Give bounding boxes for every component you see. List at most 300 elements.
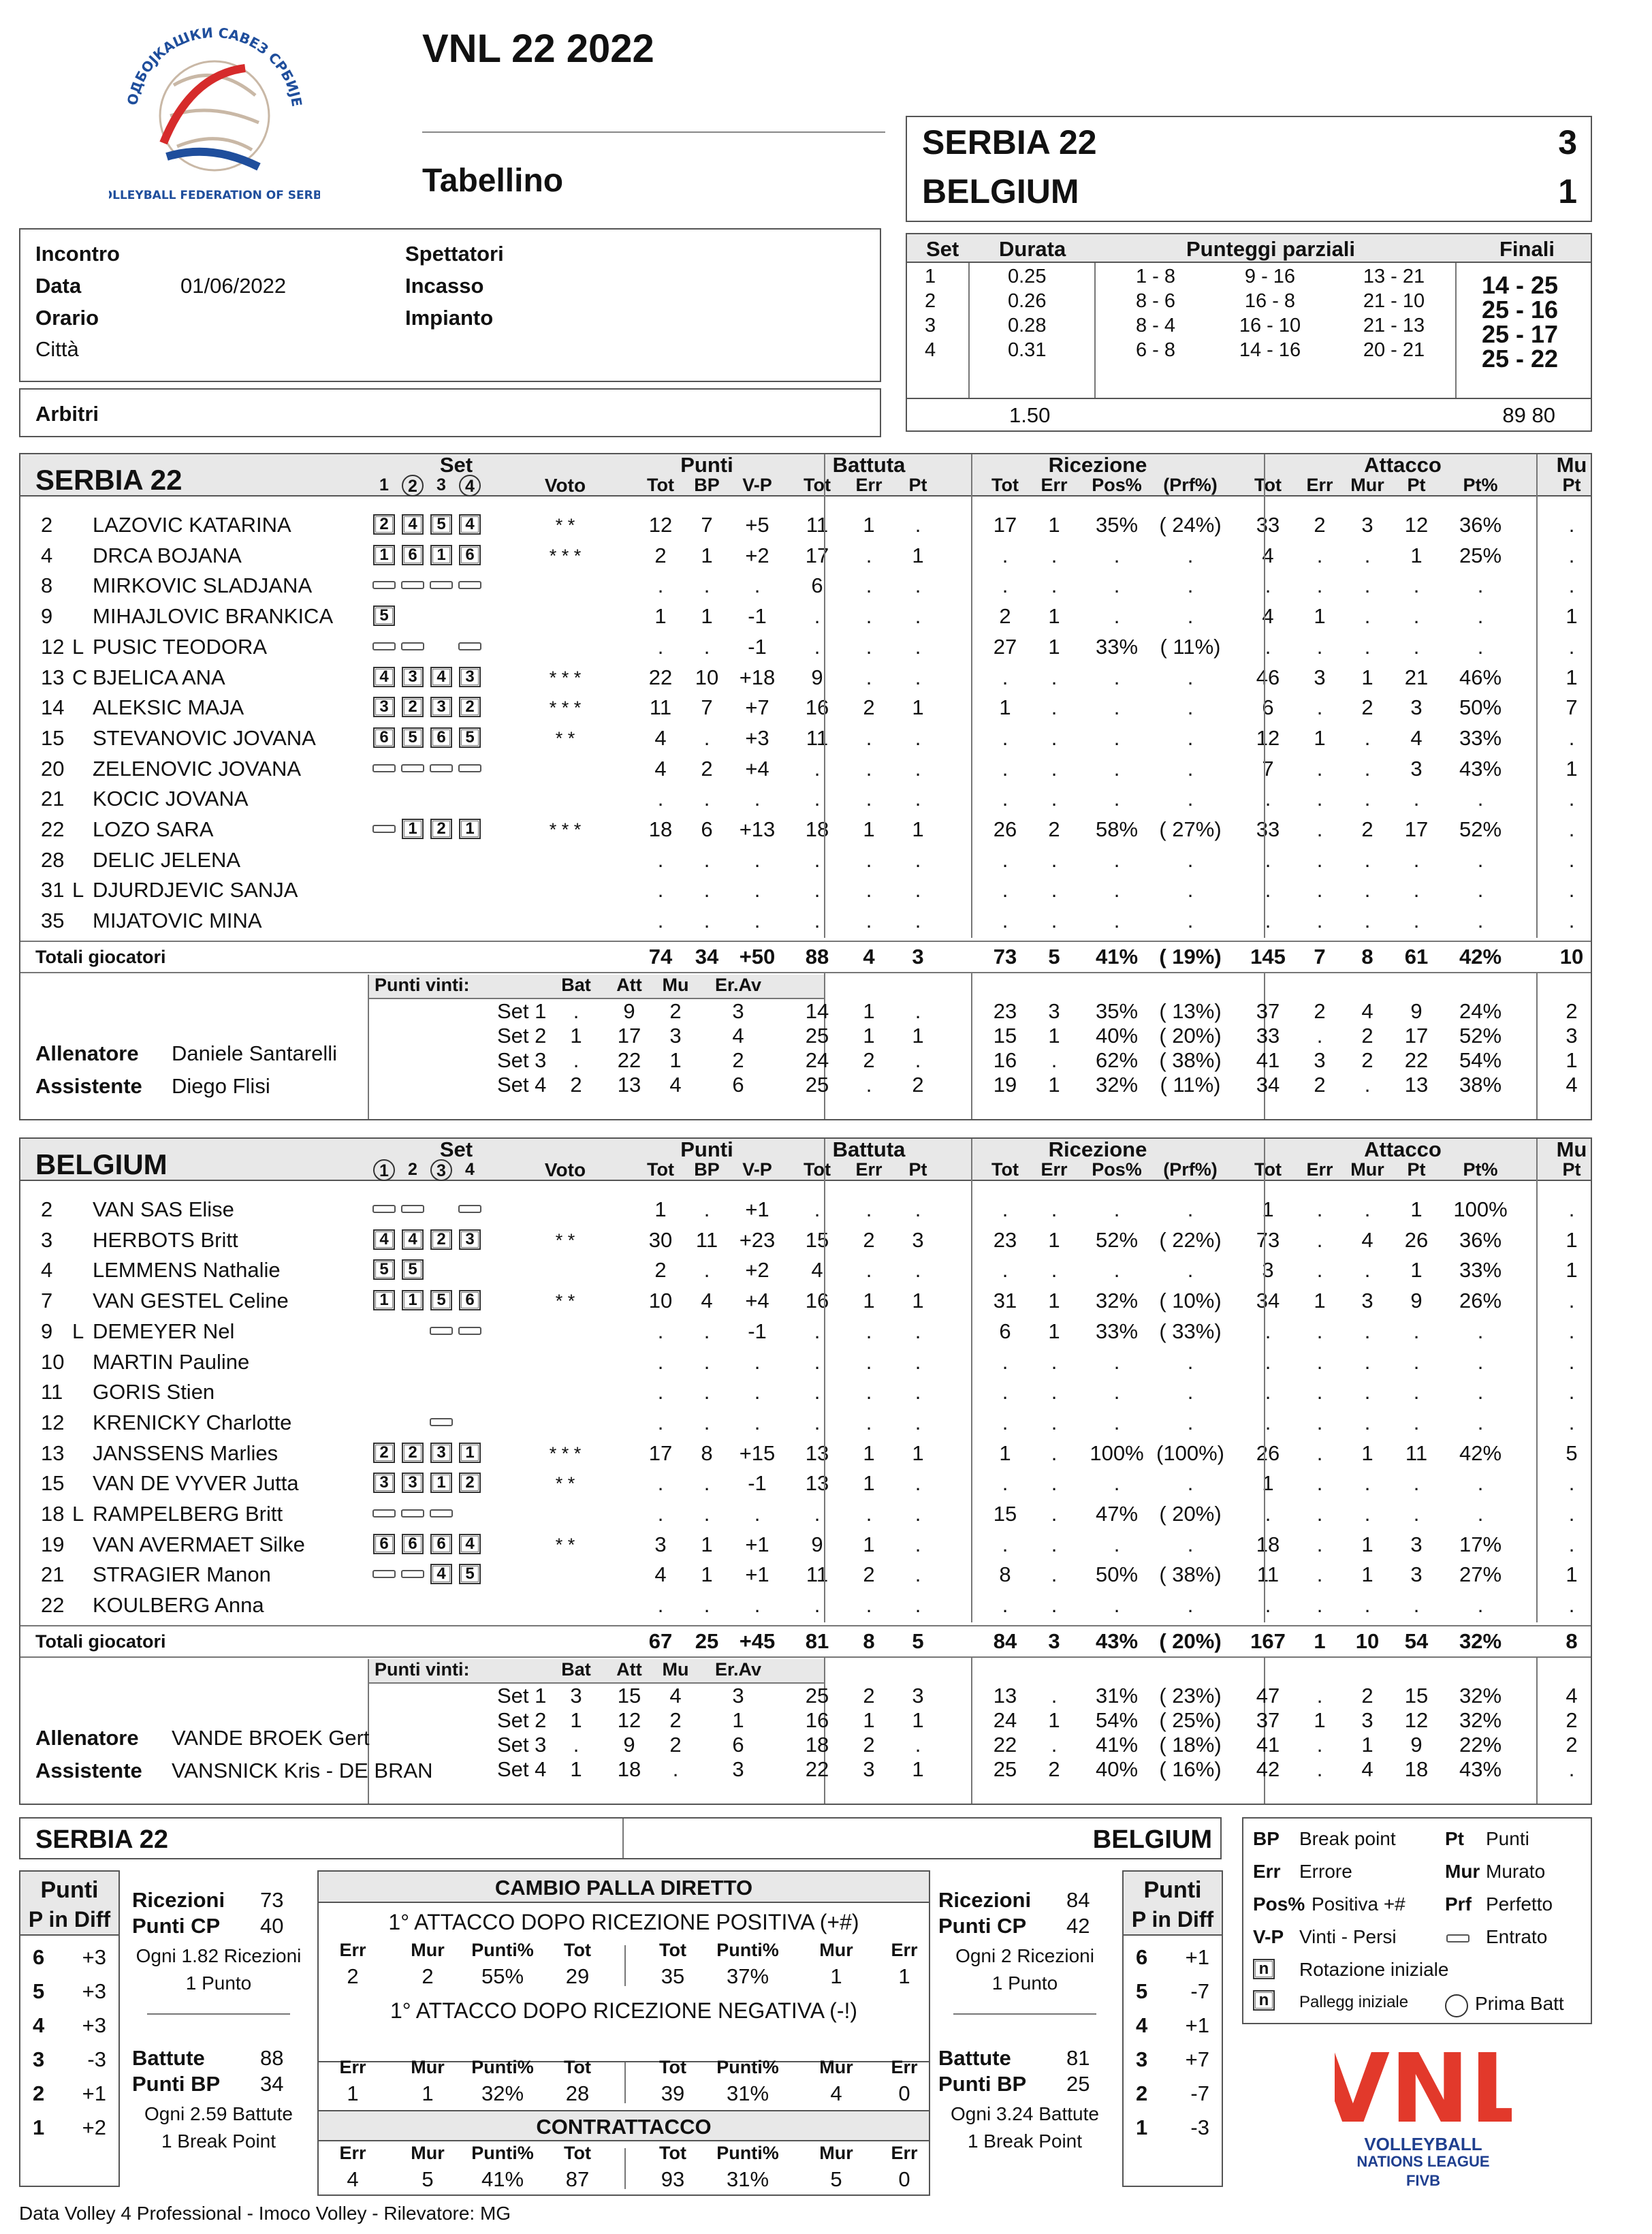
stat-cell: . — [1051, 1410, 1058, 1434]
mini-value: 0 — [898, 2081, 910, 2105]
pv-cell: 13 — [617, 1073, 641, 1097]
set-stat-cell: 4 — [1566, 1684, 1578, 1708]
rotation-box — [459, 1564, 481, 1584]
stat-cell: . — [1477, 573, 1484, 598]
sets-row-duration: 0.26 — [1008, 290, 1047, 312]
legend-rot-text: Rotazione iniziale — [1299, 1959, 1449, 1980]
set-stat-cell: 22% — [1459, 1733, 1502, 1757]
stat-cell: . — [915, 1562, 921, 1587]
diff-value: +3 — [82, 2013, 106, 2037]
sets-row-partial-3: 21 - 10 — [1363, 290, 1425, 312]
rotation-box — [430, 1534, 452, 1554]
stat-cell: 2 — [863, 1227, 875, 1252]
h-sub-ptp: Pt% — [1463, 475, 1498, 495]
stat-cell: . — [1002, 1258, 1008, 1283]
divider — [368, 999, 369, 1119]
mini-header: Tot — [564, 2057, 591, 2077]
divider — [824, 1139, 825, 1622]
sets-row-partial-3: 21 - 13 — [1363, 315, 1425, 336]
rotation-box — [430, 1443, 452, 1463]
set-stat-cell: 1 — [912, 1024, 924, 1048]
set-stat-cell: 16 — [805, 1708, 829, 1732]
stat-cell: 1 — [863, 1532, 875, 1556]
stat-cell: . — [1113, 787, 1120, 811]
score-box — [906, 116, 1592, 222]
left-bp-label: Punti BP — [132, 2072, 221, 2096]
player-number: 22 — [41, 817, 65, 841]
player-name: MIJATOVIC MINA — [93, 909, 262, 933]
total-cell: 32% — [1459, 1629, 1502, 1653]
impianto-label: Impianto — [405, 306, 494, 330]
stat-cell: . — [814, 1502, 821, 1526]
entered-icon — [458, 1327, 481, 1335]
total-cell: 10 — [1355, 1629, 1380, 1653]
stat-cell: . — [915, 756, 921, 781]
mini-value: 0 — [898, 2167, 910, 2191]
stat-cell: ( 22%) — [1159, 1227, 1222, 1252]
left-bat-label: Battute — [132, 2046, 205, 2070]
score-team1-name: SERBIA 22 — [922, 123, 1097, 161]
set-stat-cell: 4 — [1361, 1757, 1373, 1781]
set-stat-cell: 43% — [1459, 1757, 1502, 1781]
sets-row-duration: 0.25 — [1008, 266, 1047, 287]
stat-cell: . — [657, 573, 664, 598]
legend-pos-text: Positiva +# — [1312, 1893, 1405, 1915]
stat-cell: 2 — [863, 1562, 875, 1587]
stat-cell: 31 — [993, 1289, 1017, 1313]
stat-cell: 4 — [1410, 725, 1423, 750]
set-stat-cell: 4 — [1361, 999, 1373, 1023]
entered-icon — [401, 1205, 424, 1213]
coach-label: Allenatore — [35, 1041, 139, 1065]
pv-header: Bat — [561, 975, 591, 995]
stat-cell: . — [814, 1197, 821, 1221]
total-cell: 167 — [1250, 1629, 1286, 1653]
diff-value: -3 — [1190, 2115, 1209, 2139]
stat-cell: . — [1568, 817, 1575, 841]
stat-cell: 18 — [1256, 1532, 1280, 1556]
vnl-logo-mark: VNL — [1335, 2034, 1512, 2135]
stat-cell: . — [1002, 725, 1008, 750]
entered-icon — [372, 1205, 396, 1213]
player-number: 18 — [41, 1502, 65, 1526]
mini-value: 39 — [661, 2081, 685, 2105]
total-cell: 5 — [1048, 945, 1060, 969]
stat-cell: . — [1316, 634, 1323, 659]
right-ric-value: 84 — [1066, 1888, 1090, 1912]
h-sub-tot: Tot — [1254, 1159, 1282, 1180]
rotation-position: 5 — [404, 729, 422, 746]
stat-cell: . — [1477, 1319, 1484, 1343]
stat-cell: +2 — [745, 543, 769, 567]
player-number: 4 — [41, 1258, 53, 1283]
left-ogni-bat-b: 1 Break Point — [161, 2130, 276, 2152]
vnl-line3: FIVB — [1405, 2172, 1441, 2189]
stat-cell: . — [915, 1197, 921, 1221]
rotation-position: 2 — [404, 699, 422, 715]
player-role: L — [72, 878, 84, 902]
h-attacco: Attacco — [1364, 1137, 1442, 1161]
stat-cell: . — [1477, 1502, 1484, 1526]
left-cp-label: Punti CP — [132, 1914, 221, 1938]
set-stat-cell: 24 — [993, 1708, 1017, 1732]
right-bp-value: 25 — [1066, 2072, 1090, 2096]
stat-cell: . — [1568, 1593, 1575, 1618]
rotation-box — [430, 667, 452, 687]
stat-cell: +13 — [739, 817, 776, 841]
stat-cell: . — [915, 725, 921, 750]
pv-cell: 4 — [669, 1073, 682, 1097]
rotation-position: 6 — [432, 1536, 450, 1552]
stat-cell: . — [1187, 1258, 1194, 1283]
stat-cell: . — [915, 513, 921, 537]
right-efficiency-stats — [933, 1870, 1117, 2187]
stat-cell: . — [915, 847, 921, 872]
rotation-position: 1 — [432, 547, 450, 563]
stat-cell: . — [1051, 787, 1058, 811]
rotation-box — [402, 1229, 424, 1250]
player-row — [20, 1317, 1591, 1347]
divider — [1264, 1139, 1265, 1622]
stat-cell: . — [865, 725, 872, 750]
sets-row-partial-3: 20 - 21 — [1363, 339, 1425, 361]
legend-bp-text: Break point — [1299, 1828, 1396, 1849]
stat-cell: . — [1568, 1502, 1575, 1526]
left-points-diff — [19, 1870, 120, 2187]
left-ogni-ric-b: 1 Punto — [185, 1972, 252, 1994]
divider — [1264, 454, 1265, 938]
h-sub-err: Err — [855, 475, 883, 495]
player-name: VAN AVERMAET Silke — [93, 1532, 305, 1556]
rotation-position: 1 — [404, 1292, 422, 1308]
rotation-position: 2 — [461, 1475, 479, 1491]
stat-cell: . — [754, 1349, 761, 1374]
rotation-position: 1 — [404, 821, 422, 837]
left-pindiff-label: P in Diff — [28, 1907, 111, 1932]
stat-cell: +4 — [745, 1289, 769, 1313]
player-number: 21 — [41, 787, 65, 811]
stat-cell: +1 — [745, 1532, 769, 1556]
totals-label: Totali giocatori — [35, 1631, 166, 1652]
set-stat-cell: 32% — [1459, 1684, 1502, 1708]
stat-cell: . — [1265, 1502, 1271, 1526]
pv-cell: . — [573, 999, 579, 1023]
set-stat-cell: 22 — [805, 1757, 829, 1781]
stat-cell: 46 — [1256, 665, 1280, 689]
player-row — [20, 1377, 1591, 1407]
rotation-box — [402, 697, 424, 717]
pv-cell: 1 — [669, 1048, 682, 1072]
player-number: 28 — [41, 847, 65, 872]
player-number: 8 — [41, 573, 53, 598]
entered-icon — [401, 764, 424, 772]
stat-cell: . — [1187, 1349, 1194, 1374]
stat-cell: 12 — [1256, 725, 1280, 750]
legend-setter-icon — [1253, 1990, 1275, 2011]
player-row — [20, 906, 1591, 936]
stat-cell: . — [1364, 847, 1371, 872]
rotation-box — [373, 514, 395, 535]
pv-cell: 22 — [617, 1048, 641, 1072]
stat-cell: . — [703, 1319, 710, 1343]
stat-cell: 1 — [1361, 1441, 1373, 1465]
set-stat-cell: 2 — [1361, 1024, 1373, 1048]
stat-cell: 58% — [1095, 817, 1139, 841]
stat-cell: 7 — [1262, 756, 1274, 781]
stat-cell: 2 — [999, 604, 1011, 629]
legend-vp: V-P — [1253, 1926, 1284, 1947]
rotation-box — [373, 1473, 395, 1493]
stat-cell: . — [1113, 1410, 1120, 1434]
rotation-position: 4 — [404, 1231, 422, 1248]
stat-cell: . — [703, 1471, 710, 1496]
stat-cell: 1 — [1410, 543, 1423, 567]
stat-cell: . — [1113, 878, 1120, 902]
stat-cell: . — [915, 1502, 921, 1526]
stat-cell: . — [1364, 604, 1371, 629]
stat-cell: . — [1316, 1197, 1323, 1221]
stat-cell: . — [1187, 1380, 1194, 1404]
stat-cell: . — [1477, 1593, 1484, 1618]
stat-cell: 3 — [912, 1227, 924, 1252]
player-voto: * * — [555, 1229, 575, 1250]
rotation-position: 2 — [375, 516, 393, 533]
stat-cell: 4 — [811, 1258, 823, 1283]
stat-cell: 12 — [1404, 513, 1429, 537]
right-cp-label: Punti CP — [938, 1914, 1027, 1938]
total-cell: 73 — [993, 945, 1017, 969]
pv-cell: 2 — [669, 1708, 682, 1732]
mini-value: 4 — [347, 2167, 359, 2191]
player-row — [20, 1560, 1591, 1590]
player-voto: * * — [555, 515, 575, 535]
stat-cell: . — [1051, 1349, 1058, 1374]
set-stat-cell: 9 — [1410, 1733, 1423, 1757]
score-team2-name: BELGIUM — [922, 172, 1079, 210]
mini-header: Punti% — [471, 2143, 534, 2163]
h-sub-tot: Tot — [804, 1159, 831, 1180]
first-serve-circle: 2 — [402, 475, 424, 497]
stat-cell: 52% — [1095, 1227, 1139, 1252]
player-number: 35 — [41, 909, 65, 933]
set-stat-cell: 3 — [912, 1684, 924, 1708]
set-row-label: Set 3 — [497, 1048, 547, 1072]
sets-row-partial-2: 16 - 8 — [1244, 290, 1296, 312]
legend-pos: Pos% — [1253, 1893, 1305, 1915]
rotation-box — [373, 1290, 395, 1310]
stat-cell: . — [1477, 909, 1484, 933]
entered-icon — [372, 825, 396, 833]
player-name: KRENICKY Charlotte — [93, 1410, 292, 1434]
set-row-label: Set 4 — [497, 1757, 547, 1781]
stat-cell: . — [754, 573, 761, 598]
set-stat-cell: 18 — [1404, 1757, 1429, 1781]
h-sub-pt: Pt — [908, 1159, 927, 1180]
incontro-label: Incontro — [35, 242, 120, 266]
diff-points: 4 — [1136, 2013, 1148, 2037]
player-number: 9 — [41, 604, 53, 629]
pv-header: Er.Av — [714, 1659, 762, 1680]
title-rule — [422, 131, 885, 133]
stat-cell: ( 10%) — [1159, 1289, 1222, 1313]
rotation-position: 3 — [375, 1475, 393, 1491]
stat-cell: . — [703, 1258, 710, 1283]
mini-header: Mur — [819, 2057, 853, 2077]
stat-cell: . — [1187, 756, 1194, 781]
stat-cell: . — [1568, 543, 1575, 567]
coach-name: VANDE BROEK Gert — [172, 1726, 370, 1750]
stat-cell: 11 — [649, 695, 672, 720]
player-row — [20, 875, 1591, 905]
stat-cell: . — [1477, 1380, 1484, 1404]
total-cell: 25 — [695, 1629, 719, 1653]
total-cell: 3 — [912, 945, 924, 969]
stat-cell: . — [1051, 1562, 1058, 1587]
pv-cell: 1 — [570, 1757, 582, 1781]
citta-label: Città — [35, 337, 79, 361]
pv-cell: 3 — [570, 1684, 582, 1708]
stat-cell: . — [754, 787, 761, 811]
stat-cell: . — [915, 1410, 921, 1434]
entered-icon — [458, 581, 481, 589]
stat-cell: +18 — [739, 665, 776, 689]
pv-label: Punti vinti: — [375, 975, 470, 995]
stat-cell: 2 — [863, 695, 875, 720]
vnl-logo — [1335, 2033, 1512, 2197]
mini-header: Err — [891, 1940, 918, 1960]
right-ogni-ric: Ogni 2 Ricezioni — [955, 1945, 1094, 1966]
mini-value: 29 — [565, 1964, 590, 1988]
stat-cell: . — [865, 909, 872, 933]
player-voto: * * * — [549, 1443, 582, 1464]
mini-value: 1 — [830, 1964, 842, 1988]
stat-cell: . — [1316, 1562, 1323, 1587]
stat-cell: 3 — [1410, 695, 1423, 720]
rotation-position: 1 — [375, 1292, 393, 1308]
diff-points: 2 — [33, 2081, 45, 2105]
player-row — [20, 693, 1591, 723]
h-sub-pt: Pt — [908, 475, 927, 495]
diff-points: 6 — [33, 1945, 45, 1969]
player-voto: * * * — [549, 819, 582, 840]
stat-cell: . — [1568, 878, 1575, 902]
stat-cell: . — [915, 604, 921, 629]
h-sub-err: Err — [1306, 475, 1333, 495]
player-row — [20, 632, 1591, 662]
mini-value: 28 — [565, 2081, 590, 2105]
right-ogni-ric-b: 1 Punto — [991, 1972, 1058, 1994]
stat-cell: 2 — [654, 1258, 667, 1283]
diff-points: 5 — [1136, 1979, 1148, 2003]
player-row — [20, 1468, 1591, 1498]
player-name: MARTIN Pauline — [93, 1349, 250, 1374]
stat-cell: 6 — [1262, 695, 1274, 720]
stat-cell: . — [1364, 1349, 1371, 1374]
player-number: 15 — [41, 1471, 65, 1496]
set-stat-cell: 32% — [1095, 1073, 1139, 1097]
entered-icon — [430, 1327, 453, 1335]
mini-header: Tot — [659, 2057, 686, 2077]
stat-cell: 1 — [1566, 1227, 1578, 1252]
mini-header: Tot — [564, 2143, 591, 2163]
stat-cell: . — [1316, 1532, 1323, 1556]
stat-cell: . — [1051, 1471, 1058, 1496]
stat-cell: +7 — [745, 695, 769, 720]
rotation-box — [373, 727, 395, 748]
diff-value: +3 — [82, 1979, 106, 2003]
stat-cell: 4 — [654, 756, 667, 781]
stat-cell: 1 — [999, 1441, 1011, 1465]
stat-cell: 3 — [1410, 1562, 1423, 1587]
total-cell: 43% — [1095, 1629, 1139, 1653]
h-sub-pos: Pos% — [1092, 475, 1142, 495]
h-set: Set — [439, 1137, 473, 1161]
set-number: 4 — [465, 1160, 475, 1179]
stat-cell: . — [1413, 573, 1420, 598]
total-cell: 54 — [1404, 1629, 1429, 1653]
total-cell: 1 — [1314, 1629, 1326, 1653]
legend-pt-text: Punti — [1486, 1828, 1529, 1849]
total-cell: 4 — [863, 945, 875, 969]
player-row — [20, 663, 1591, 693]
rotation-box — [402, 1473, 424, 1493]
stat-cell: . — [1568, 573, 1575, 598]
stat-cell: 1 — [1048, 604, 1060, 629]
pv-cell: 4 — [669, 1684, 682, 1708]
stat-cell: . — [1316, 573, 1323, 598]
entered-icon — [458, 1205, 481, 1213]
stat-cell: ( 27%) — [1159, 817, 1222, 841]
rotation-position: 2 — [432, 821, 450, 837]
summary-team1: SERBIA 22 — [35, 1825, 168, 1854]
player-number: 11 — [41, 1380, 63, 1404]
set-stat-cell: 12 — [1404, 1708, 1429, 1732]
stat-cell: . — [1002, 665, 1008, 689]
stat-cell: . — [657, 1410, 664, 1434]
set-stat-cell: 2 — [1314, 1073, 1326, 1097]
stat-cell: 13 — [805, 1471, 829, 1496]
mini-value: 55% — [481, 1964, 524, 1988]
stat-cell: . — [1413, 1410, 1420, 1434]
player-name: DEMEYER Nel — [93, 1319, 235, 1343]
divider — [971, 454, 972, 938]
pv-cell: 6 — [732, 1733, 744, 1757]
stat-cell: . — [1477, 1410, 1484, 1434]
pv-cell: 12 — [617, 1708, 641, 1732]
entered-icon — [430, 1418, 453, 1426]
rotation-position: 2 — [461, 699, 479, 715]
stat-cell: 1 — [701, 1562, 713, 1587]
set-stat-cell: . — [1051, 1048, 1058, 1072]
team2-stats-table — [19, 1137, 1592, 1805]
incasso-label: Incasso — [405, 274, 484, 298]
pv-cell: 2 — [669, 1733, 682, 1757]
set-stat-cell: 33 — [1256, 1024, 1280, 1048]
stat-cell: 3 — [1410, 1532, 1423, 1556]
mini-value: 1 — [898, 1964, 910, 1988]
set-row-label: Set 1 — [497, 999, 547, 1023]
stat-cell: 1 — [912, 543, 924, 567]
team-name: BELGIUM — [35, 1148, 168, 1180]
mini-header: Mur — [411, 2143, 445, 2163]
total-cell: ( 20%) — [1159, 1629, 1222, 1653]
stat-cell: . — [1113, 1471, 1120, 1496]
player-name: ZELENOVIC JOVANA — [93, 756, 302, 781]
set-stat-cell: 41 — [1256, 1048, 1280, 1072]
set-stat-cell: ( 23%) — [1159, 1684, 1222, 1708]
rotation-position: 2 — [404, 1445, 422, 1461]
stat-cell: 13 — [805, 1441, 829, 1465]
